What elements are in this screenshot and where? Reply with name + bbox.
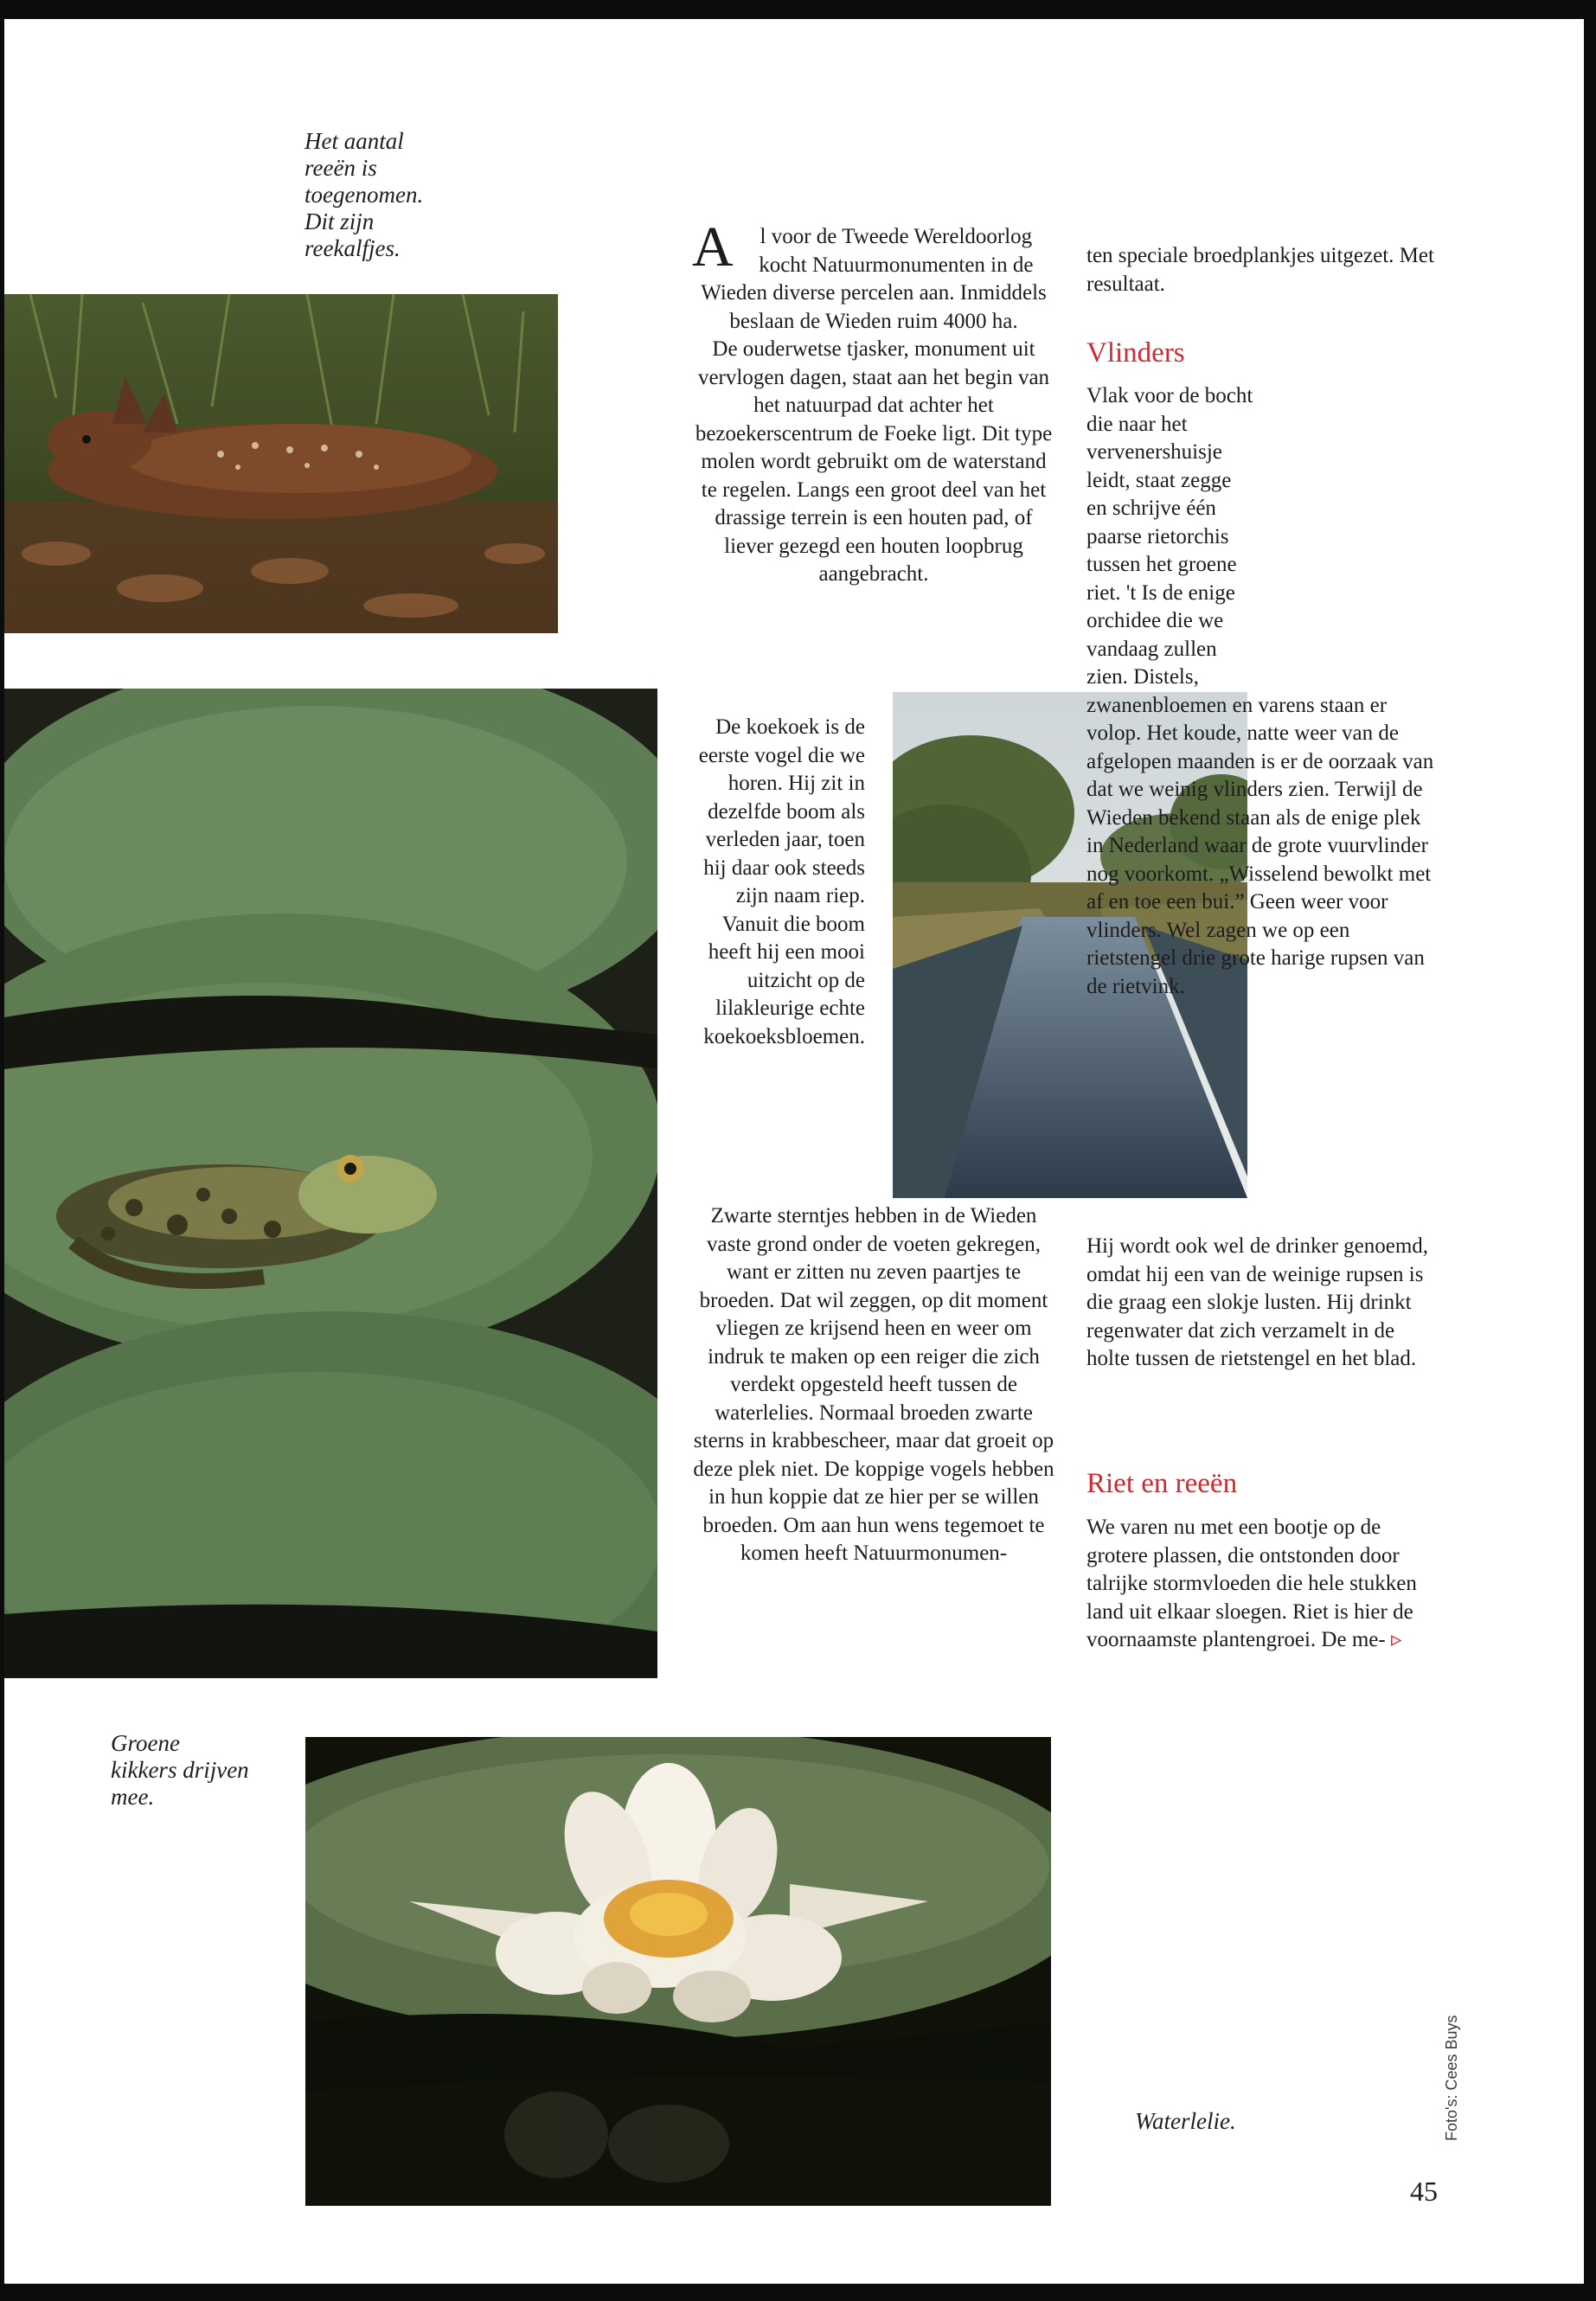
caption-waterlily: Waterlelie.: [1135, 2108, 1236, 2134]
article-column-2-continued: [1086, 1233, 1441, 1374]
article-paragraph: De ouderwetse tjasker, monument uit vervlogen dagen, staat aan het begin van het natuurpad dat achter het bezoekerscentrum de Foeke ligt. Dit type molen wordt gebruikt om de waterstand te regelen. Langs een groot deel van het drassige terrein is een houten pad, of liever gezegd een houten loopbrug aangebracht.: [695, 337, 1053, 586]
page-number: 45: [1410, 2176, 1438, 2207]
photo-fawn: [4, 294, 558, 633]
article-column-2-vlinders: [1086, 382, 1441, 1001]
caption-deer: Het aantal reeën is toegenomen. Dit zijn reekalfjes.: [304, 128, 424, 261]
article-paragraph: Vlak voor de bocht die naar het vervenershuisje leidt, staat zegge en schrijve één paarse rietorchis tussen het groene riet. 't Is de enige orchidee die we vandaag zullen zien. Distels, zwanenbloemen en varens staan er volop. Het koude, natte weer van de afgelopen maanden is er de oorzaak van dat we weinig vlinders zien. Terwijl de Wieden bekend staan als de enige plek in Nederland waar de grote vuurvlinder nog voorkomt. „Wisselend bewolkt met af en toe een bui.” Geen weer voor vlinders. Wel zagen we op een rietstengel drie grote harige rupsen van de rietvink.: [1086, 382, 1441, 1001]
article-intro-paragraph: A l voor de Tweede Wereldoorlog kocht Natuurmonumenten in de Wieden diverse percelen aan. Inmiddels beslaan de Wieden ruim 4000 ha.: [692, 215, 1047, 333]
text-wrap-spacer: [1255, 663, 1441, 664]
photo-credit: Foto's: Cees Buys: [1443, 2015, 1460, 2141]
article-column-1: [692, 215, 1055, 589]
article-paragraph: Hij wordt ook wel de drinker genoemd, omdat hij een van de weinige rupsen is die graag een slokje lusten. Hij drinkt regenwater dat zich verzamelt in de holte tussen de rietstengel en het blad.: [1086, 1234, 1429, 1370]
article-column-2: [1086, 242, 1441, 298]
fawn-image: [4, 294, 558, 633]
continue-arrow-icon: ▹: [1390, 1628, 1402, 1651]
article-paragraph: Zwarte sterntjes hebben in de Wieden vaste grond onder de voeten gekregen, want er zitten nu zeven paartjes te broeden. Dat wil zeggen, op dit moment vliegen ze krijsend heen en weer om indruk te maken op een reiger die zich verdekt opgesteld heeft tussen de waterlelies. Normaal broeden zwarte sterns in krabbescheer, maar dat groeit op deze plek niet. De koppige vogels hebben in hun koppie dat ze hier per se willen broeden. Om aan hun wens tegemoet te komen heeft Natuurmonumen-: [693, 1204, 1054, 1565]
photo-waterlily: [305, 1737, 1051, 2206]
caption-frog: Groene kikkers drijven mee.: [111, 1730, 249, 1810]
article-paragraph: De koekoek is de eerste vogel die we horen. Hij zit in dezelfde boom als verleden jaar, toen hij daar ook steeds zijn naam riep. Vanuit die boom heeft hij een mooi uitzicht op de lilakleurige echte koekoeksbloemen.: [698, 715, 865, 1048]
frog-image: [4, 689, 657, 1678]
article-column-2-riet: [1086, 1514, 1441, 1655]
heading-vlinders: Vlinders: [1086, 337, 1185, 369]
drop-cap: A: [692, 215, 734, 279]
article-paragraph: We varen nu met een bootje op de grotere plassen, die ontstonden door talrijke stormvloeden die hele stukken land uit elkaar sloegen. Riet is hier de voornaamste plantengroei. De me- ▹: [1086, 1516, 1417, 1651]
waterlily-image: [305, 1737, 1051, 2206]
article-column-1-lower: [692, 714, 865, 1051]
article-paragraph: ten speciale broedplankjes uitgezet. Met resultaat.: [1086, 244, 1434, 296]
article-column-1-bottom: [692, 1202, 1055, 1568]
heading-riet-en-reeen: Riet en reeën: [1086, 1468, 1238, 1499]
photo-frog: [4, 689, 657, 1678]
